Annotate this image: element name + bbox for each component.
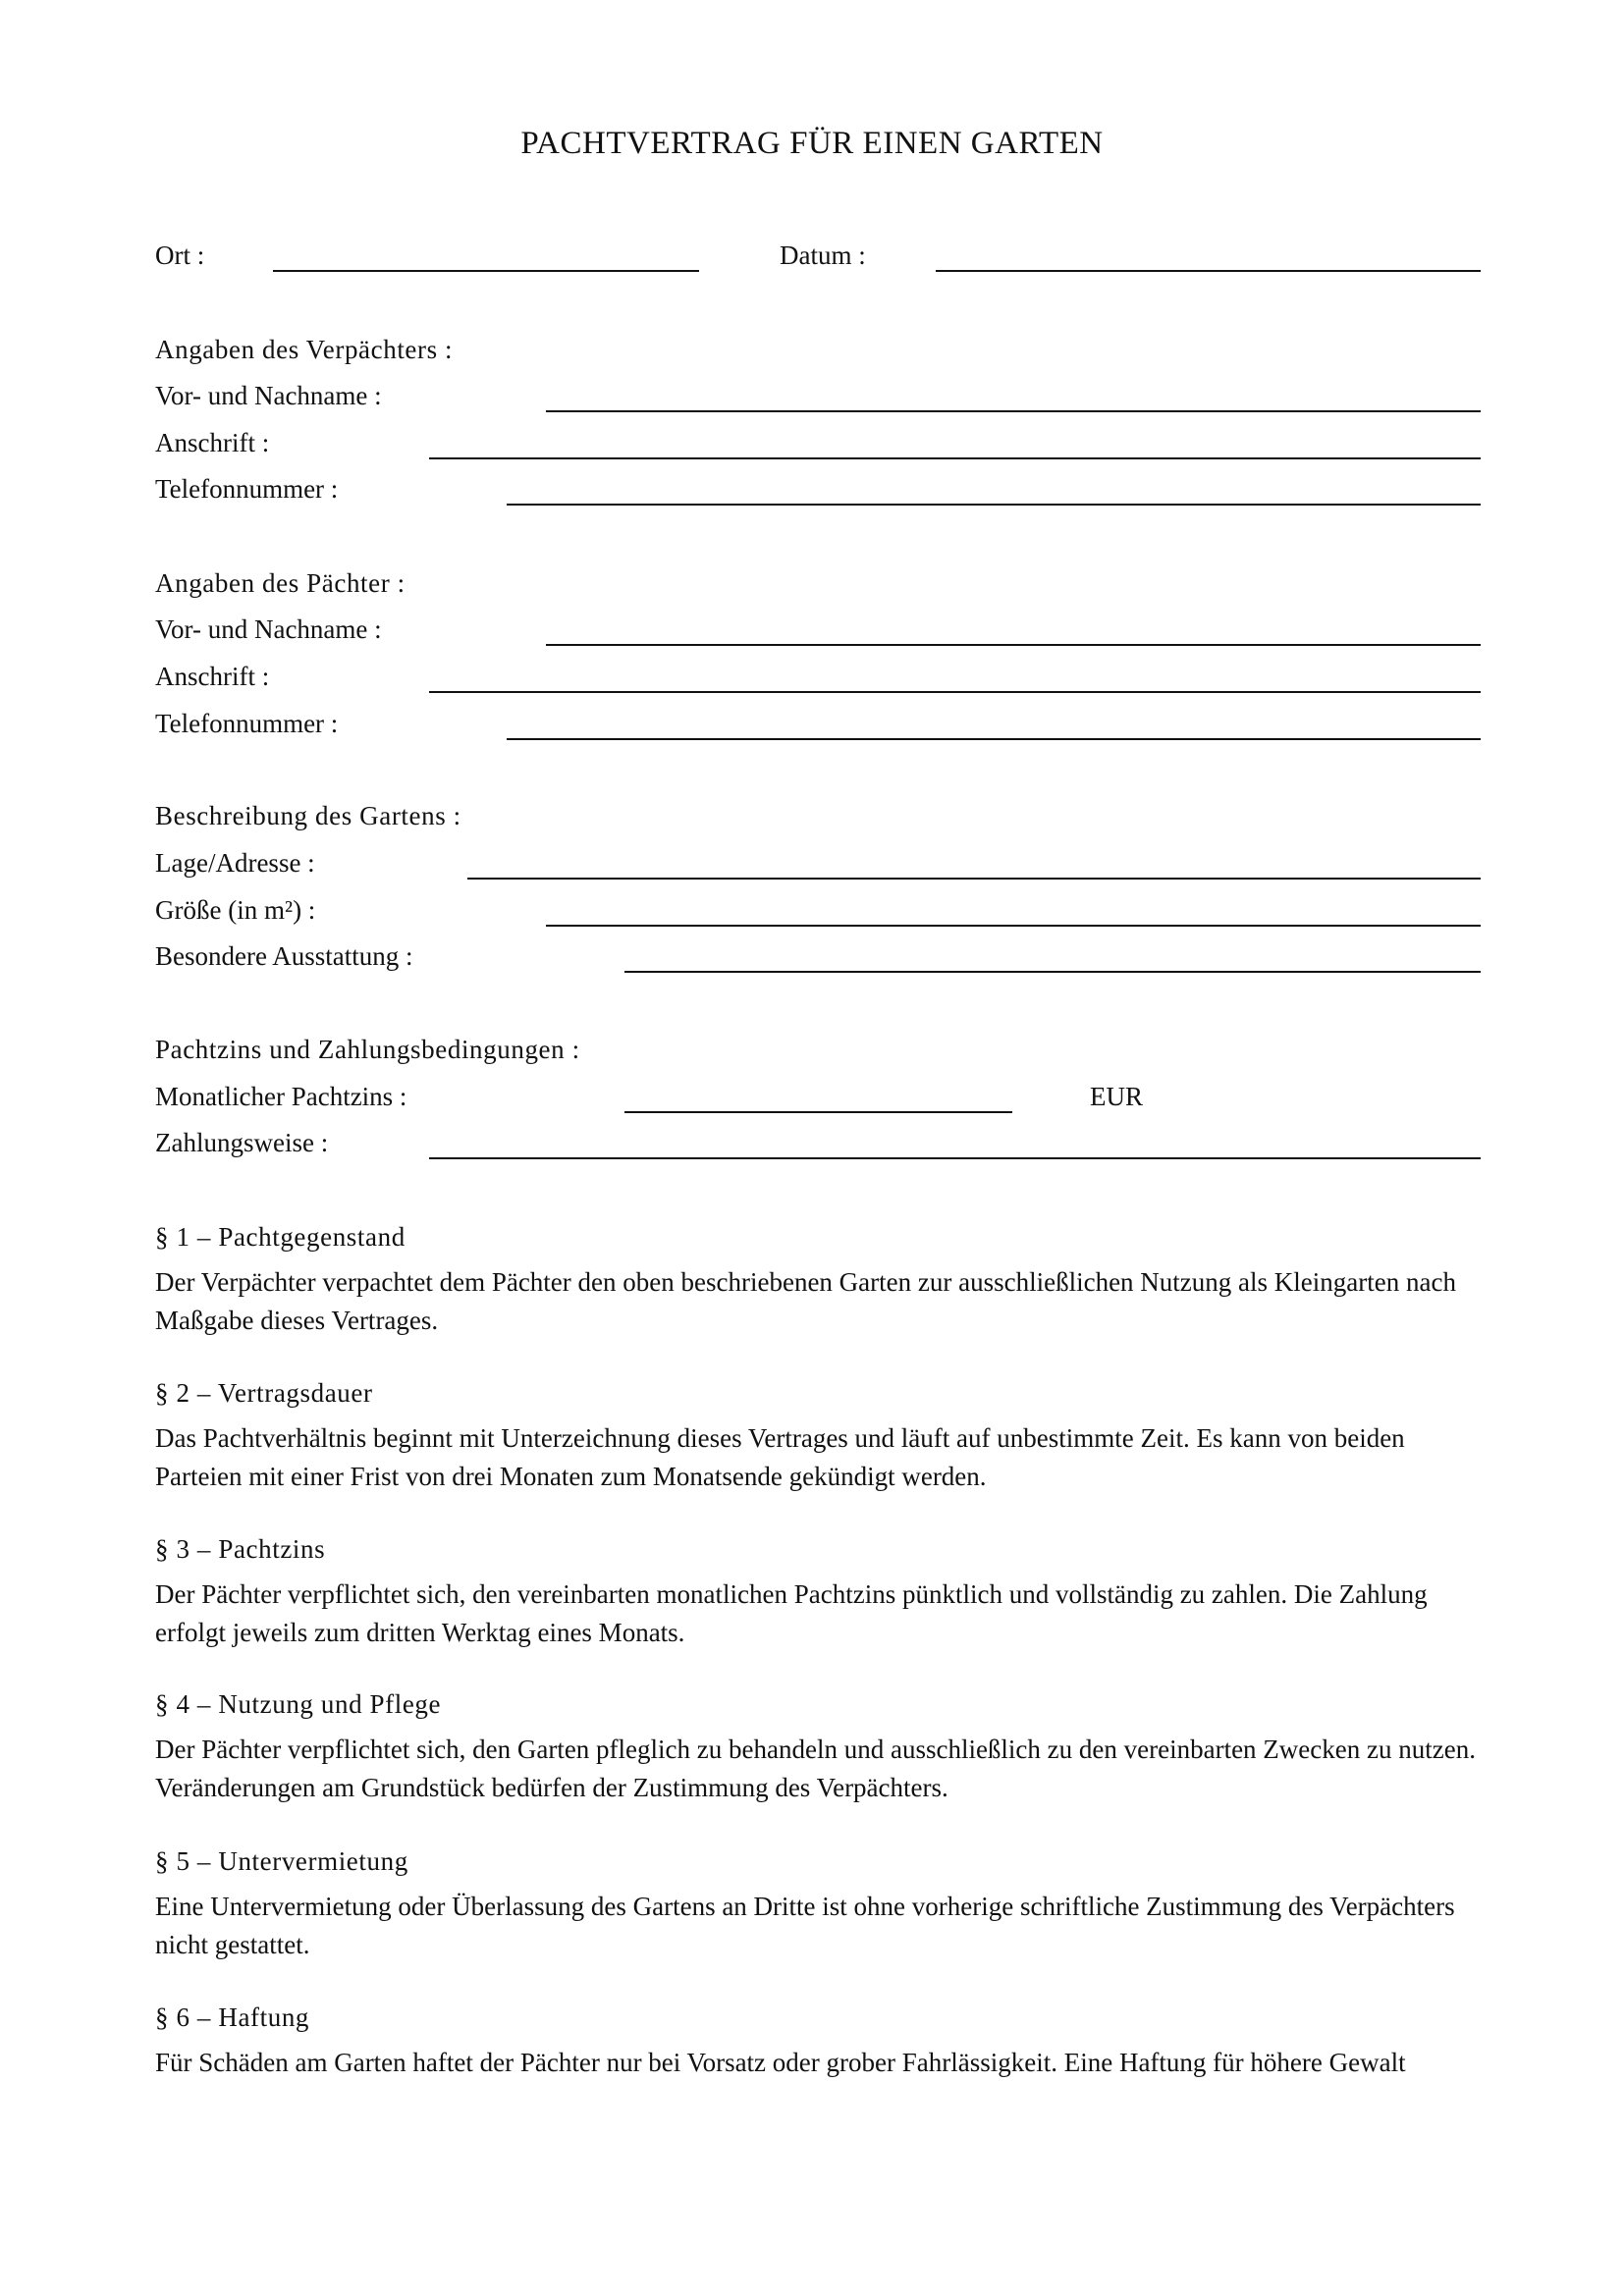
lessor-phone-field[interactable]: [507, 504, 1481, 506]
lessee-phone-label: Telefonnummer :: [155, 709, 339, 738]
monthly-rent-field[interactable]: [624, 1111, 1012, 1113]
lessor-address-field[interactable]: [429, 457, 1481, 459]
garden-features-field[interactable]: [624, 971, 1481, 973]
lessor-heading: Angaben des Verpächters :: [155, 335, 454, 364]
section-4-heading: § 4 – Nutzung und Pflege: [155, 1689, 442, 1719]
section-6-heading: § 6 – Haftung: [155, 2002, 310, 2032]
lessor-address-label: Anschrift :: [155, 428, 270, 457]
garden-size-label: Größe (in m²) :: [155, 895, 316, 925]
document-title: PACHTVERTRAG FÜR EINEN GARTEN: [520, 126, 1104, 161]
place-label: Ort :: [155, 240, 205, 270]
lessee-heading: Angaben des Pächter :: [155, 568, 406, 598]
lessee-address-label: Anschrift :: [155, 662, 270, 691]
lessee-name-label: Vor- und Nachname :: [155, 614, 382, 644]
payment-method-label: Zahlungsweise :: [155, 1128, 329, 1157]
lessor-phone-label: Telefonnummer :: [155, 474, 339, 504]
garden-location-label: Lage/Adresse :: [155, 848, 315, 878]
lessee-address-field[interactable]: [429, 691, 1481, 693]
garden-features-label: Besondere Ausstattung :: [155, 941, 413, 971]
date-field[interactable]: [936, 270, 1481, 272]
section-3-text: Der Pächter verpflichtet sich, den vereinbarten monatlichen Pachtzins pünktlich und vollständig zu zahlen. Die Zahlung erfolgt jeweils zum dritten Werktag eines Monats.: [155, 1579, 1428, 1647]
section-6-text: Für Schäden am Garten haftet der Pächter nur bei Vorsatz oder grober Fahrlässigkeit. Eine Haftung für höhere Gewalt: [155, 2048, 1406, 2077]
garden-size-field[interactable]: [546, 925, 1481, 927]
section-1-heading: § 1 – Pachtgegenstand: [155, 1222, 406, 1252]
lessor-name-field[interactable]: [546, 410, 1481, 412]
section-2-heading: § 2 – Vertragsdauer: [155, 1378, 373, 1408]
lessee-name-field[interactable]: [546, 644, 1481, 646]
currency-label: EUR: [1090, 1082, 1143, 1111]
section-2-text: Das Pachtverhältnis beginnt mit Unterzeichnung dieses Vertrages und läuft auf unbestimmte Zeit. Es kann von beiden Parteien mit einer Frist von drei Monaten zum Monatsende gekündigt werden.: [155, 1423, 1405, 1491]
monthly-rent-label: Monatlicher Pachtzins :: [155, 1082, 407, 1111]
rent-heading: Pachtzins und Zahlungsbedingungen :: [155, 1035, 580, 1064]
place-field[interactable]: [273, 270, 699, 272]
payment-method-field[interactable]: [429, 1157, 1481, 1159]
section-3-heading: § 3 – Pachtzins: [155, 1534, 326, 1564]
section-4-text: Der Pächter verpflichtet sich, den Garten pfleglich zu behandeln und ausschließlich zu den vereinbarten Zwecken zu nutzen. Veränderungen am Grundstück bedürfen der Zustimmung des Verpächters.: [155, 1735, 1476, 1802]
date-label: Datum :: [780, 240, 866, 270]
section-5-text: Eine Untervermietung oder Überlassung des Gartens an Dritte ist ohne vorherige schriftliche Zustimmung des Verpächters nicht gestattet.: [155, 1892, 1455, 1959]
section-5-heading: § 5 – Untervermietung: [155, 1846, 408, 1876]
garden-location-field[interactable]: [467, 878, 1481, 880]
garden-heading: Beschreibung des Gartens :: [155, 801, 461, 830]
lessee-phone-field[interactable]: [507, 738, 1481, 740]
section-1-text: Der Verpächter verpachtet dem Pächter den oben beschriebenen Garten zur ausschließlichen Nutzung als Kleingarten nach Maßgabe dieses Vertrages.: [155, 1267, 1456, 1335]
lessor-name-label: Vor- und Nachname :: [155, 381, 382, 410]
